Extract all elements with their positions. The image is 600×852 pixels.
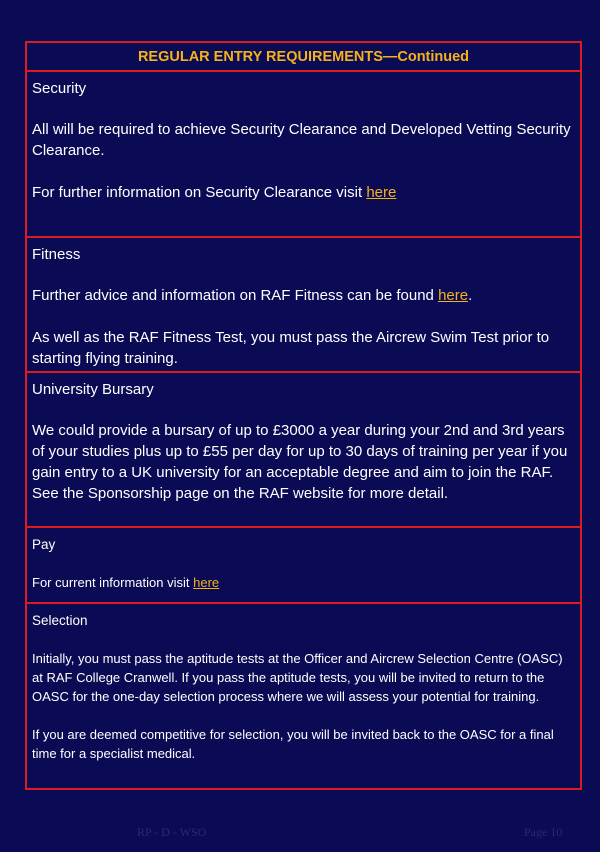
security-paragraph: All will be required to achieve Security Clearance and Developed Vetting Security Clearance. (32, 121, 571, 159)
security-here-link[interactable]: here (366, 184, 397, 201)
pay-info-text: For current information visit (32, 575, 194, 590)
selection-section (27, 604, 580, 788)
footer-page-number: Page 10 (524, 825, 563, 839)
bursary-paragraph: We could provide a bursary of up to £3000 a year during your 2nd and 3rd years of your studies plus up to £55 per day for up to 30 days of training per year if you gain entry to a UK university for an acceptable degree and aim to join the RAF. See the Sponsorship page on the RAF website for more detail. (32, 422, 568, 502)
pay-here-link[interactable]: here (193, 575, 220, 590)
pay-title: Pay (32, 537, 56, 552)
security-info-paragraph (32, 182, 574, 203)
table-header (27, 43, 580, 72)
fitness-section (27, 238, 580, 373)
bursary-title: University Bursary (32, 381, 154, 398)
selection-title: Selection (32, 613, 88, 628)
fitness-info-paragraph (32, 285, 574, 306)
selection-paragraph: Initially, you must pass the aptitude tests at the Officer and Aircrew Selection Centre (OASC) at RAF College Cranwell. If you pass the aptitude tests, you will be invited to return to the OASC for the one-day selection process where we will assess your potential for training. (32, 651, 563, 704)
fitness-title: Fitness (32, 246, 81, 263)
pay-info-paragraph (32, 573, 574, 592)
requirements-table (25, 41, 582, 790)
selection-medical-paragraph: If you are deemed competitive for selection, you will be invited back to the OASC for a final time for a specialist medical. (32, 727, 554, 761)
fitness-info-text: Further advice and information on RAF Fitness can be found (32, 287, 439, 304)
fitness-here-link[interactable]: here (438, 287, 469, 304)
fitness-swim-paragraph: As well as the RAF Fitness Test, you must pass the Aircrew Swim Test prior to starting flying training. (32, 329, 550, 367)
security-title: Security (32, 80, 87, 97)
bursary-section (27, 373, 580, 528)
footer-reference: RP - D - WSO (137, 825, 207, 839)
fitness-info-end: . (468, 287, 473, 304)
header-title: REGULAR ENTRY REQUIREMENTS—Continued (137, 48, 470, 65)
pay-section (27, 528, 580, 604)
security-info-text: For further information on Security Clearance visit (32, 184, 367, 201)
security-section (27, 72, 580, 238)
